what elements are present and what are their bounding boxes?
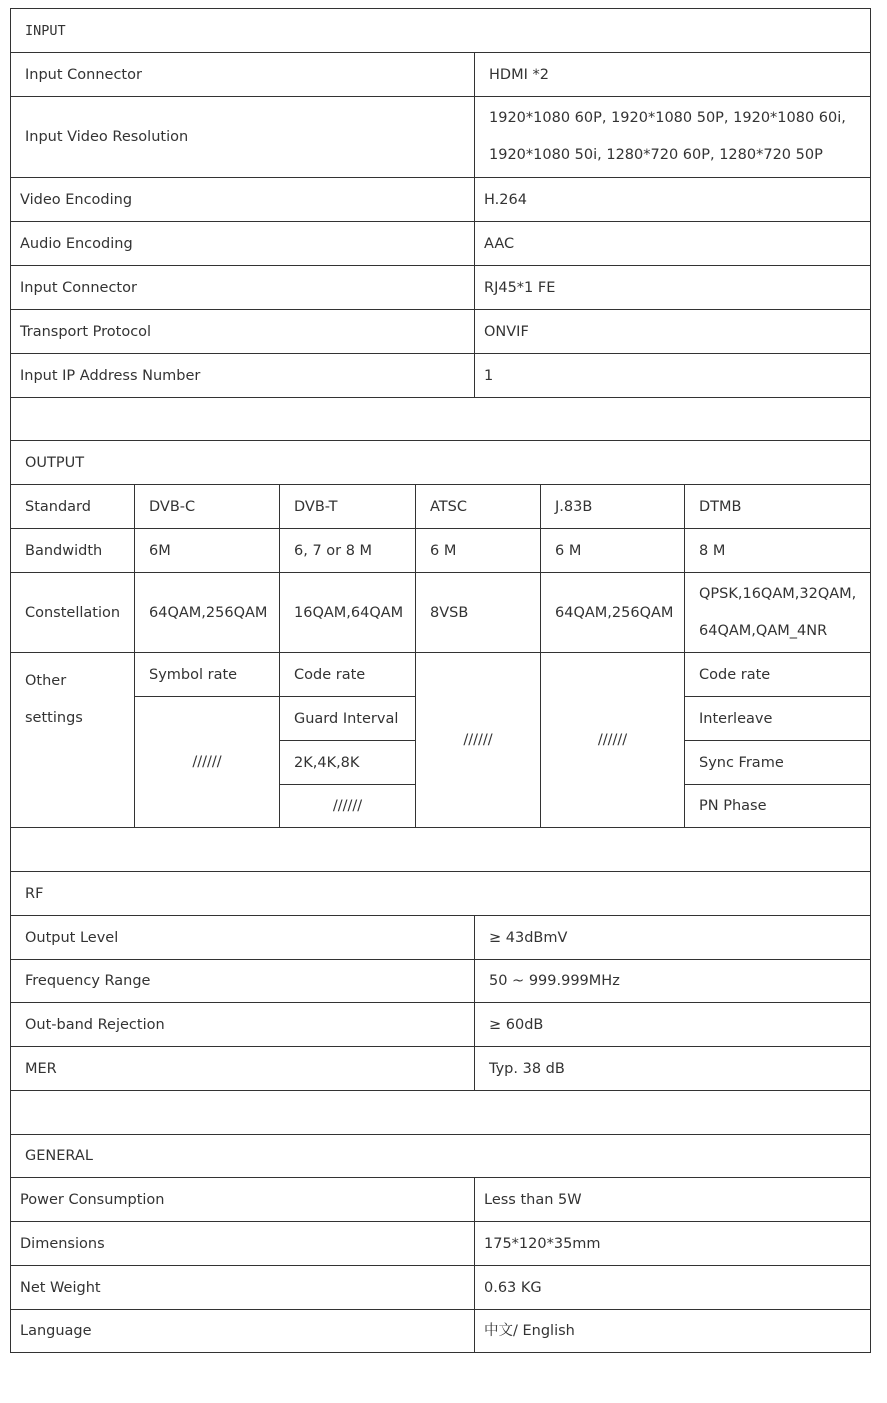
row-label — [11, 653, 135, 828]
spacer-row — [11, 828, 871, 872]
atsc-cell: 8VSB — [416, 573, 541, 653]
row-label: Dimensions — [11, 1222, 475, 1266]
row-value: ≥ 43dBmV — [475, 916, 871, 960]
dvbc-cell: Symbol rate — [135, 653, 280, 697]
table-row — [11, 222, 871, 266]
row-value: 175*120*35mm — [475, 1222, 871, 1266]
row-label: Frequency Range — [11, 960, 475, 1003]
row-value: AAC — [475, 222, 871, 266]
empty-cell — [11, 398, 871, 441]
row-value: 50 ~ 999.999MHz — [475, 960, 871, 1003]
table-row — [11, 1047, 871, 1091]
dtmb-cell: Code rate — [685, 653, 871, 697]
table-row — [11, 529, 871, 573]
row-value: RJ45*1 FE — [475, 266, 871, 310]
spacer-row — [11, 1091, 871, 1135]
dvbt-cell: 2K,4K,8K — [280, 741, 416, 785]
row-label: Standard — [11, 485, 135, 529]
table-row — [11, 916, 871, 960]
empty-cell — [11, 1091, 871, 1135]
general-section-header — [11, 1135, 871, 1178]
value-line: 1920*1080 50i, 1280*720 60P, 1280*720 50P — [489, 147, 823, 163]
dvbt-cell: DVB-T — [280, 485, 416, 529]
label-line: settings — [25, 710, 83, 726]
rf-section-header — [11, 872, 871, 916]
row-value: ≥ 60dB — [475, 1003, 871, 1047]
table-row — [11, 960, 871, 1003]
output-section-header — [11, 441, 871, 485]
row-value: 中文/ English — [475, 1310, 871, 1353]
section-title: INPUT — [11, 9, 871, 53]
row-value: ONVIF — [475, 310, 871, 354]
j83b-cell: 64QAM,256QAM — [541, 573, 685, 653]
row-label: Out-band Rejection — [11, 1003, 475, 1047]
table-row — [11, 354, 871, 398]
row-label: Transport Protocol — [11, 310, 475, 354]
dvbc-cell: DVB-C — [135, 485, 280, 529]
value-line: 1920*1080 60P, 1920*1080 50P, 1920*1080 60i, — [489, 110, 846, 126]
atsc-cell: ATSC — [416, 485, 541, 529]
value-line: 64QAM,QAM_4NR — [699, 622, 828, 639]
dvbt-cell: Guard Interval — [280, 697, 416, 741]
dtmb-cell — [685, 573, 871, 653]
table-row — [11, 1178, 871, 1222]
row-label: MER — [11, 1047, 475, 1091]
row-value: 1 — [475, 354, 871, 398]
dtmb-cell: PN Phase — [685, 785, 871, 828]
dvbc-cell: ////// — [135, 697, 280, 828]
j83b-cell: J.83B — [541, 485, 685, 529]
section-title: OUTPUT — [11, 441, 871, 485]
table-row — [11, 1266, 871, 1310]
table-row — [11, 97, 871, 178]
section-title: GENERAL — [11, 1135, 871, 1178]
dvbt-cell: 16QAM,64QAM — [280, 573, 416, 653]
input-section-header — [11, 9, 871, 53]
dvbt-cell: ////// — [280, 785, 416, 828]
row-label: Input Video Resolution — [11, 97, 475, 178]
label-line: Other — [25, 673, 67, 689]
table-row — [11, 1222, 871, 1266]
row-label: Language — [11, 1310, 475, 1353]
value-line: QPSK,16QAM,32QAM, — [699, 585, 857, 602]
table-row — [11, 485, 871, 529]
row-value: Typ. 38 dB — [475, 1047, 871, 1091]
row-label: Net Weight — [11, 1266, 475, 1310]
atsc-cell: 6 M — [416, 529, 541, 573]
table-row — [11, 266, 871, 310]
row-label: Output Level — [11, 916, 475, 960]
row-value — [475, 97, 871, 178]
row-value: HDMI *2 — [475, 53, 871, 97]
table-row — [11, 53, 871, 97]
atsc-cell: ////// — [416, 653, 541, 828]
dvbt-cell: 6, 7 or 8 M — [280, 529, 416, 573]
row-label: Bandwidth — [11, 529, 135, 573]
table-row — [11, 1003, 871, 1047]
row-label: Power Consumption — [11, 1178, 475, 1222]
row-label: Constellation — [11, 573, 135, 653]
table-row — [11, 1310, 871, 1353]
row-label: Video Encoding — [11, 178, 475, 222]
dvbc-cell: 6M — [135, 529, 280, 573]
table-row — [11, 178, 871, 222]
dtmb-cell: 8 M — [685, 529, 871, 573]
spec-table — [10, 8, 871, 1353]
j83b-cell: 6 M — [541, 529, 685, 573]
dvbt-cell: Code rate — [280, 653, 416, 697]
dtmb-cell: DTMB — [685, 485, 871, 529]
empty-cell — [11, 828, 871, 872]
spacer-row — [11, 398, 871, 441]
j83b-cell: ////// — [541, 653, 685, 828]
table-row — [11, 653, 871, 697]
dtmb-cell: Interleave — [685, 697, 871, 741]
row-label: Input Connector — [11, 53, 475, 97]
row-value: Less than 5W — [475, 1178, 871, 1222]
table-row — [11, 310, 871, 354]
dvbc-cell: 64QAM,256QAM — [135, 573, 280, 653]
row-label: Audio Encoding — [11, 222, 475, 266]
row-value: 0.63 KG — [475, 1266, 871, 1310]
row-label: Input Connector — [11, 266, 475, 310]
dtmb-cell: Sync Frame — [685, 741, 871, 785]
table-row — [11, 573, 871, 653]
section-title: RF — [11, 872, 871, 916]
row-value: H.264 — [475, 178, 871, 222]
row-label: Input IP Address Number — [11, 354, 475, 398]
